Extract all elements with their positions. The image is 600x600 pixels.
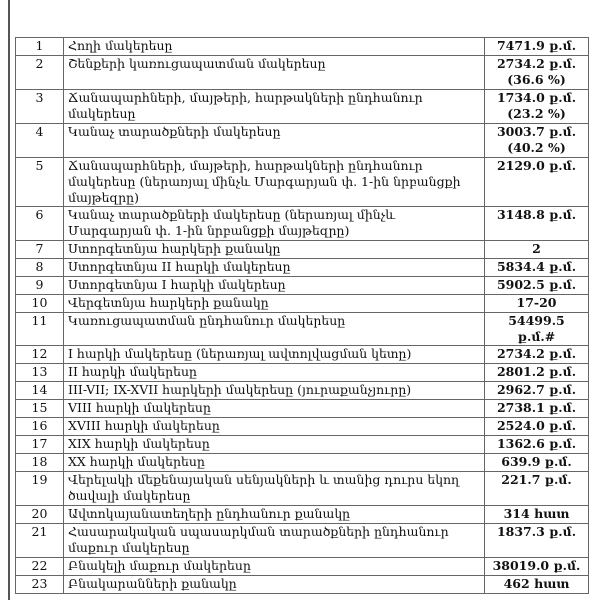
row-value-cell	[485, 207, 589, 241]
row-value-cell	[485, 506, 589, 524]
row-description: Կառուցապատման ընդհանուր մակերեսը	[64, 313, 485, 346]
row-number: 4	[16, 124, 64, 158]
row-number: 18	[16, 454, 64, 472]
row-value-cell	[485, 313, 589, 346]
table-row	[16, 38, 589, 56]
row-value: 314 հատ	[503, 506, 570, 521]
row-value-cell	[485, 576, 589, 594]
row-value: 2738.1 ք.մ.	[496, 400, 577, 415]
row-value-cell	[485, 277, 589, 295]
row-value: 2801.2 ք.մ.	[496, 364, 577, 379]
row-description: Ավտոկայանատեղերի ընդհանուր քանակը	[64, 506, 485, 524]
table-row	[16, 382, 589, 400]
table-row	[16, 400, 589, 418]
table-row	[16, 524, 589, 558]
row-description: Կանաչ տարածքների մակերեսը	[64, 124, 485, 158]
table-row	[16, 295, 589, 313]
row-number: 2	[16, 56, 64, 90]
row-value: 5902.5 ք.մ.	[496, 277, 577, 292]
row-value-cell	[485, 241, 589, 259]
row-description: Հասարակական սպասարկման տարածքների ընդհանուր մաքուր մակերեսը	[64, 524, 485, 558]
row-value-cell	[485, 454, 589, 472]
row-number: 8	[16, 259, 64, 277]
row-value: 1362.6 ք.մ.	[496, 436, 577, 451]
table-row	[16, 277, 589, 295]
row-number: 12	[16, 346, 64, 364]
row-description: Վերելակի մեքենայական սենյակների և տանից դուրս եկող ծավալի մակերեսը	[64, 472, 485, 506]
row-number: 3	[16, 90, 64, 124]
row-number: 6	[16, 207, 64, 241]
table-row	[16, 124, 589, 158]
row-value-cell	[485, 382, 589, 400]
row-number: 13	[16, 364, 64, 382]
row-description: I հարկի մակերեսը (ներառյալ ավտոլվացման կետը)	[64, 346, 485, 364]
table-row	[16, 418, 589, 436]
table-row	[16, 158, 589, 207]
table-row	[16, 346, 589, 364]
row-description: Շենքերի կառուցապատման մակերեսը	[64, 56, 485, 90]
row-description: Ճանապարհների, մայթերի, հարթակների ընդհանուր մակերեսը	[64, 90, 485, 124]
table-row	[16, 259, 589, 277]
row-value: 2129.0 ք.մ.	[496, 158, 577, 173]
row-description: Ստորգետնյա II հարկի մակերեսը	[64, 259, 485, 277]
row-value-cell	[485, 472, 589, 506]
row-description: III-VII; IX-XVII հարկերի մակերեսը (յուրաքանչյուրը)	[64, 382, 485, 400]
row-description: XIX հարկի մակերեսը	[64, 436, 485, 454]
table-row	[16, 576, 589, 594]
row-description: Վերգետնյա հարկերի քանակը	[64, 295, 485, 313]
row-value: 2524.0 ք.մ.	[496, 418, 577, 433]
table-row	[16, 364, 589, 382]
row-value-cell	[485, 90, 589, 124]
row-value-cell	[485, 524, 589, 558]
row-percentage: (23.2 %)	[507, 106, 566, 121]
row-number: 21	[16, 524, 64, 558]
row-value-cell	[485, 124, 589, 158]
row-number: 9	[16, 277, 64, 295]
row-description: Ճանապարհների, մայթերի, հարթակների ընդհանուր մակերեսը (ներառյալ մինչև Մարգարյան փ. 1-ին նրբանցքի մայթեզրը)	[64, 158, 485, 207]
row-value-cell	[485, 364, 589, 382]
row-value: 7471.9 ք.մ.	[496, 38, 577, 53]
row-value: 1734.0 ք.մ.	[496, 90, 577, 105]
row-value: 221.7 ք.մ.	[501, 472, 572, 487]
table-row	[16, 506, 589, 524]
row-number: 16	[16, 418, 64, 436]
table-row	[16, 207, 589, 241]
row-number: 5	[16, 158, 64, 207]
table-row	[16, 241, 589, 259]
row-number: 10	[16, 295, 64, 313]
row-value: 3003.7 ք.մ.	[496, 124, 577, 139]
building-specs-table	[15, 37, 589, 594]
row-percentage: (40.2 %)	[507, 140, 566, 155]
row-value-cell	[485, 38, 589, 56]
row-value: 639.9 ք.մ.	[501, 454, 572, 469]
row-description: Բնակարանների քանակը	[64, 576, 485, 594]
table-body	[16, 38, 589, 594]
row-value: 38019.0 ք.մ.	[492, 558, 581, 573]
table-row	[16, 313, 589, 346]
row-description: XVIII հարկի մակերեսը	[64, 418, 485, 436]
row-number: 17	[16, 436, 64, 454]
row-value: 17-20	[516, 295, 557, 310]
row-value: 54499.5 ք.մ.#	[508, 313, 565, 344]
table-row	[16, 56, 589, 90]
row-value: 5834.4 ք.մ.	[496, 259, 577, 274]
row-value: 2	[532, 241, 541, 256]
row-value: 462 հատ	[503, 576, 570, 591]
row-value-cell	[485, 158, 589, 207]
row-number: 19	[16, 472, 64, 506]
row-description: Կանաչ տարածքների մակերեսը (ներառյալ մինչև Մարգարյան փ. 1-ին նրբանցքի մայթեզրը)	[64, 207, 485, 241]
table-row	[16, 558, 589, 576]
row-value: 1837.3 ք.մ.	[496, 524, 577, 539]
row-value: 3148.8 ք.մ.	[496, 207, 577, 222]
table-row	[16, 90, 589, 124]
row-number: 23	[16, 576, 64, 594]
row-description: VIII հարկի մակերեսը	[64, 400, 485, 418]
row-value-cell	[485, 346, 589, 364]
row-value-cell	[485, 400, 589, 418]
row-value-cell	[485, 436, 589, 454]
row-value: 2734.2 ք.մ.	[496, 346, 577, 361]
table-row	[16, 436, 589, 454]
row-value-cell	[485, 295, 589, 313]
row-number: 1	[16, 38, 64, 56]
row-value: 2734.2 ք.մ.	[496, 56, 577, 71]
row-number: 20	[16, 506, 64, 524]
row-description: Բնակելի մաքուր մակերեսը	[64, 558, 485, 576]
table-row	[16, 472, 589, 506]
row-description: Ստորգետնյա I հարկի մակերեսը	[64, 277, 485, 295]
row-value: 2962.7 ք.մ.	[496, 382, 577, 397]
row-description: II հարկի մակերեսը	[64, 364, 485, 382]
row-value-cell	[485, 56, 589, 90]
page-margin-line	[8, 0, 10, 600]
row-value-cell	[485, 418, 589, 436]
row-number: 22	[16, 558, 64, 576]
row-value-cell	[485, 259, 589, 277]
row-number: 11	[16, 313, 64, 346]
row-number: 15	[16, 400, 64, 418]
row-value-cell	[485, 558, 589, 576]
row-description: XX հարկի մակերեսը	[64, 454, 485, 472]
row-description: Հողի մակերեսը	[64, 38, 485, 56]
row-description: Ստորգետնյա հարկերի քանակը	[64, 241, 485, 259]
row-number: 14	[16, 382, 64, 400]
row-number: 7	[16, 241, 64, 259]
row-percentage: (36.6 %)	[507, 72, 566, 87]
table-row	[16, 454, 589, 472]
